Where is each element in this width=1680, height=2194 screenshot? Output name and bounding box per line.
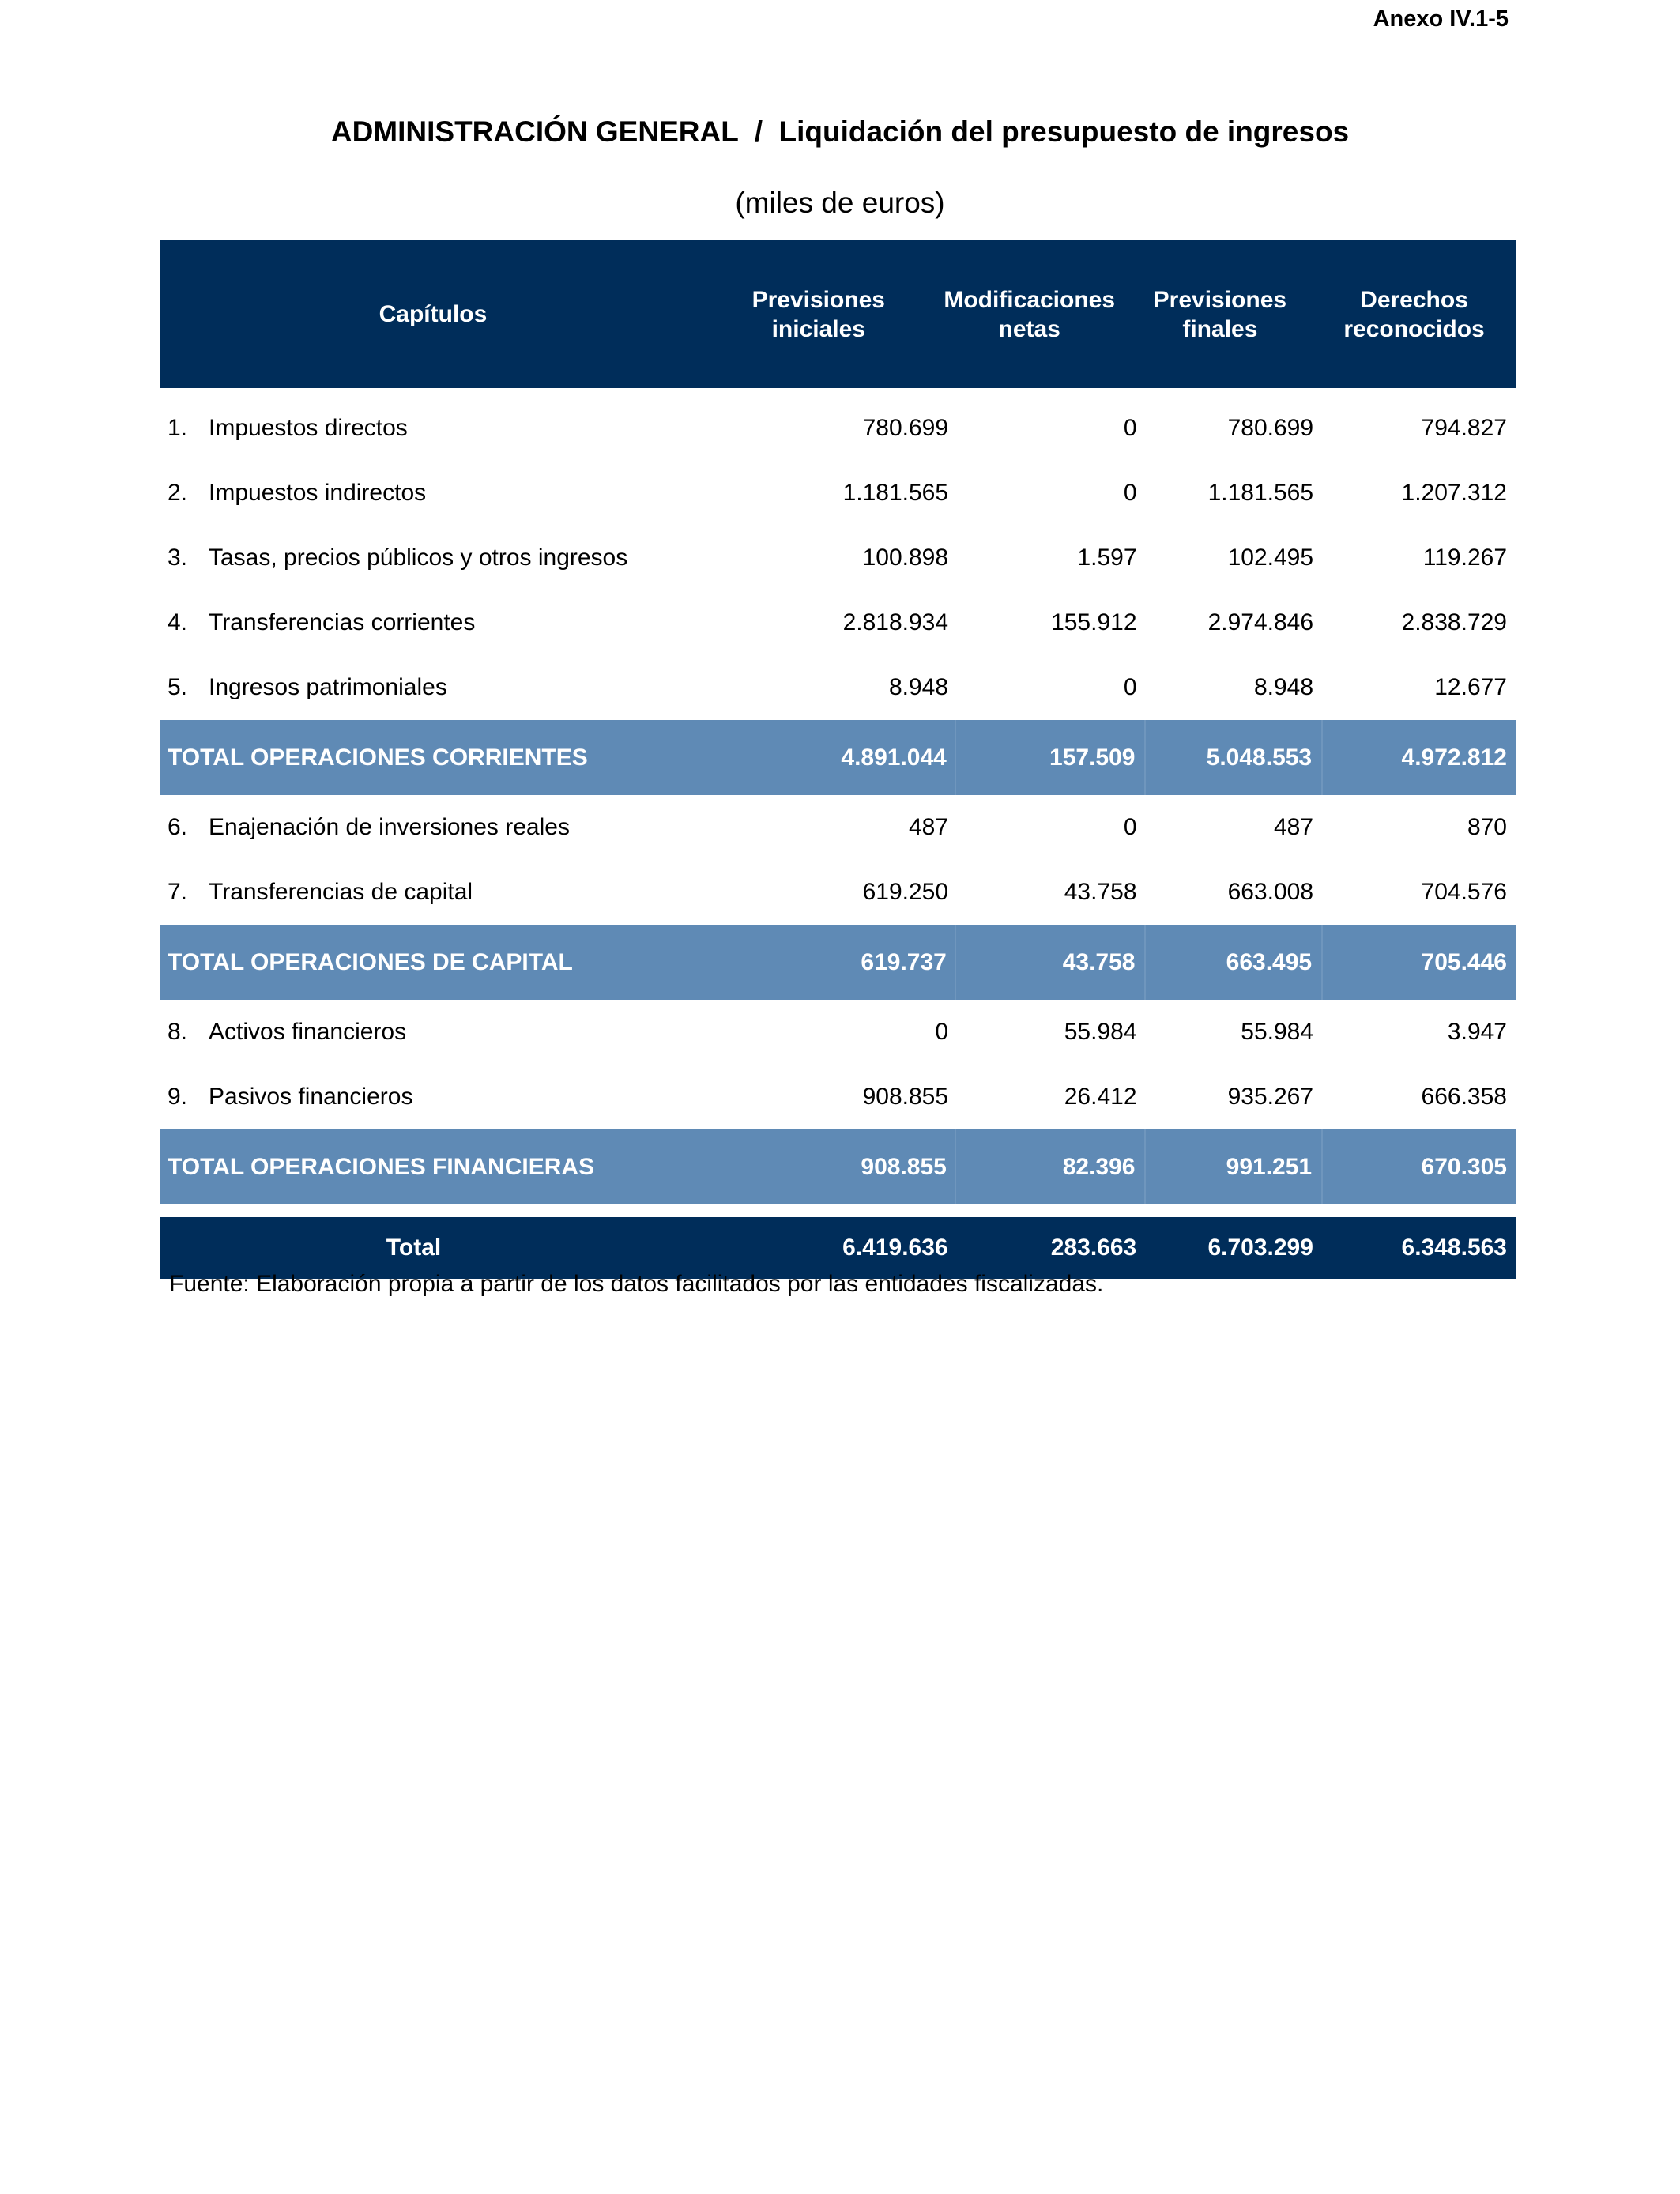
value-cell: 487 [908,814,949,840]
chapter-number: 1. [168,415,188,441]
value-cell: 663.008 [1227,879,1314,905]
subtotal-row [160,925,1516,1000]
table-row [160,590,1516,655]
value-cell: 666.358 [1421,1084,1507,1110]
value-cell: 55.984 [1064,1019,1137,1045]
chapter-number: 3. [168,545,188,571]
value-cell: 4.891.044 [668,720,955,795]
chapter-label: Transferencias corrientes [209,609,476,635]
value-cell: 991.251 [1146,1129,1323,1204]
source-note: Fuente: Elaboración propia a partir de los datos facilitados por las entidades fiscalizadas. [169,1271,1104,1297]
value-cell: 8.948 [888,674,949,700]
value-cell: 1.207.312 [1401,480,1507,506]
value-cell: 0 [1123,674,1137,700]
table-row [160,795,1516,860]
value-cell: 5.048.553 [1146,720,1323,795]
header-modificaciones-netas: Modificaciones netas [944,286,1116,342]
value-cell: 619.250 [862,879,949,905]
subtotal-row [160,1129,1516,1204]
value-cell: 1.597 [1077,545,1137,571]
chapter-label: Activos financieros [209,1019,407,1045]
header-previsiones-iniciales: Previsiones iniciales [751,286,885,342]
table-row [160,461,1516,526]
chapter-label: Enajenación de inversiones reales [209,814,570,840]
value-cell: 0 [1123,415,1137,441]
value-cell: 935.267 [1227,1084,1314,1110]
header-previsiones-finales: Previsiones finales [1153,286,1287,342]
value-cell: 487 [1273,814,1314,840]
value-cell: 283.663 [1050,1235,1137,1261]
chapter-label: Ingresos patrimoniales [209,674,447,700]
table-row [160,655,1516,720]
chapter-number: 4. [168,609,188,635]
table-row [160,860,1516,925]
value-cell: 705.446 [1421,948,1507,975]
subtotal-label: TOTAL OPERACIONES FINANCIERAS [168,1153,595,1180]
table-row [160,1000,1516,1065]
total-label: Total [386,1235,442,1261]
value-cell: 55.984 [1241,1019,1314,1045]
chapter-number: 6. [168,814,188,840]
value-cell: 0 [1123,480,1137,506]
table-row [160,526,1516,590]
value-cell: 0 [1123,814,1137,840]
chapter-number: 5. [168,674,188,700]
value-cell: 794.827 [1421,415,1507,441]
value-cell: 43.758 [956,925,1147,1000]
chapter-label: Transferencias de capital [209,879,473,905]
value-cell: 3.947 [1447,1019,1507,1045]
value-cell: 619.737 [668,925,955,1000]
value-cell: 26.412 [1064,1084,1137,1110]
value-cell: 870 [1467,814,1507,840]
header-capitulos: Capítulos [379,301,488,327]
annex-label: Anexo IV.1-5 [1373,6,1509,32]
value-cell: 12.677 [1434,674,1507,700]
page-title: ADMINISTRACIÓN GENERAL / Liquidación del presupuesto de ingresos [330,115,1350,148]
chapter-label: Tasas, precios públicos y otros ingresos [209,545,628,571]
value-cell: 780.699 [1227,415,1314,441]
value-cell: 663.495 [1146,925,1323,1000]
value-cell: 100.898 [862,545,949,571]
value-cell: 780.699 [862,415,949,441]
chapter-number: 2. [168,480,188,506]
value-cell: 6.703.299 [1207,1235,1313,1261]
chapter-label: Impuestos directos [209,415,408,441]
value-cell: 908.855 [668,1129,955,1204]
chapter-number: 9. [168,1084,188,1110]
value-cell: 0 [935,1019,949,1045]
table-row [160,396,1516,461]
value-cell: 4.972.812 [1401,744,1507,771]
value-cell: 1.181.565 [1207,480,1314,506]
value-cell: 155.912 [1051,609,1137,635]
subtotal-label: TOTAL OPERACIONES DE CAPITAL [168,948,573,975]
chapter-label: Impuestos indirectos [209,480,427,506]
value-cell: 2.818.934 [842,609,949,635]
value-cell: 6.348.563 [1401,1235,1507,1261]
value-cell: 2.838.729 [1401,609,1507,635]
table-header [160,240,1516,388]
value-cell: 704.576 [1421,879,1507,905]
value-cell: 119.267 [1422,545,1507,571]
value-cell: 157.509 [956,720,1147,795]
value-cell: 82.396 [956,1129,1147,1204]
value-cell: 8.948 [1253,674,1314,700]
value-cell: 6.419.636 [842,1235,948,1261]
header-derechos-reconocidos: Derechos reconocidos [1343,286,1485,342]
grand-total-row [160,1217,1516,1279]
budget-table [160,240,1516,1279]
chapter-number: 8. [168,1019,188,1045]
subtotal-label: TOTAL OPERACIONES CORRIENTES [168,744,588,771]
subtotal-row [160,720,1516,795]
table-row [160,1065,1516,1129]
chapter-label: Pasivos financieros [209,1084,413,1110]
value-cell: 670.305 [1421,1153,1507,1180]
value-cell: 2.974.846 [1207,609,1314,635]
value-cell: 1.181.565 [842,480,949,506]
units-subtitle: (miles de euros) [735,187,945,219]
value-cell: 908.855 [862,1084,949,1110]
chapter-number: 7. [168,879,188,905]
value-cell: 43.758 [1064,879,1137,905]
value-cell: 102.495 [1227,545,1314,571]
